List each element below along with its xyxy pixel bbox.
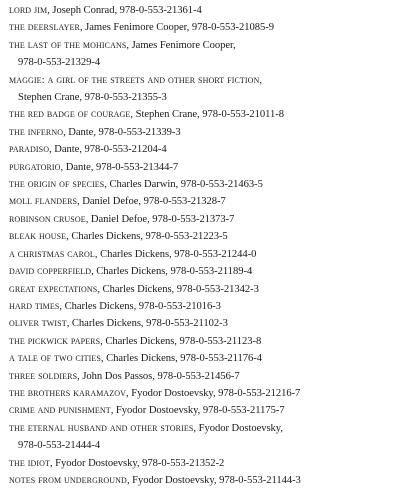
book-details: , Charles Dickens, 978-0-553-21223-5 xyxy=(66,231,228,243)
book-entry xyxy=(9,159,397,176)
book-entry xyxy=(9,37,397,54)
book-details: , Daniel Defoe, 978-0-553-21328-7 xyxy=(77,196,226,208)
book-details: , Charles Dickens, 978-0-553-21176-4 xyxy=(100,353,263,365)
book-entry xyxy=(9,368,397,385)
book-entry xyxy=(9,472,397,489)
book-entry xyxy=(9,350,397,367)
book-details: , Joseph Conrad, 978-0-553-21361-4 xyxy=(47,5,202,16)
book-entry-continuation xyxy=(9,437,397,454)
book-entry-continuation xyxy=(9,89,397,106)
book-title: the idiot xyxy=(9,456,50,469)
book-details: , Charles Dickens, 978-0-553-21123-8 xyxy=(100,335,262,347)
book-details: , James Fenimore Cooper, 978-0-553-21085-9 xyxy=(79,22,274,34)
book-title: a tale of two cities xyxy=(9,352,101,365)
book-entry xyxy=(9,420,397,437)
book-title: the origin of species xyxy=(9,178,105,191)
book-entry-continuation xyxy=(9,54,397,71)
book-title: hard times xyxy=(9,299,60,312)
book-title: oliver twist xyxy=(9,317,67,330)
book-entry xyxy=(9,333,397,350)
book-title: notes from underground xyxy=(9,473,127,486)
book-entry xyxy=(9,315,397,332)
book-entry xyxy=(9,176,397,193)
book-entry xyxy=(9,385,397,402)
book-title: a christmas carol xyxy=(9,247,95,260)
book-details: 978-0-553-21329-4 xyxy=(18,57,101,69)
book-entry xyxy=(9,298,397,315)
book-details: Stephen Crane, 978-0-553-21355-3 xyxy=(18,92,167,104)
book-details: , Fyodor Dostoevsky, 978-0-553-21352-2 xyxy=(49,457,225,469)
book-title: the last of the mohicans xyxy=(9,38,127,51)
book-entry xyxy=(9,19,397,36)
book-details: , Fyodor Dostoevsky, 978-0-553-21216-7 xyxy=(126,387,301,399)
book-details: , Dante, 978-0-553-21204-4 xyxy=(49,144,167,156)
book-details: , James Fenimore Cooper, xyxy=(126,39,236,51)
book-entry xyxy=(9,455,397,472)
book-details: , Charles Dickens, 978-0-553-21189-4 xyxy=(91,266,253,278)
book-list xyxy=(9,2,397,489)
book-entry xyxy=(9,193,397,210)
book-entry xyxy=(9,124,397,141)
book-entry xyxy=(9,211,397,228)
book-entry xyxy=(9,263,397,280)
book-entry xyxy=(9,281,397,298)
book-details: , Charles Dickens, 978-0-553-21102-3 xyxy=(66,318,228,330)
book-details: , Charles Dickens, 978-0-553-21342-3 xyxy=(97,283,259,295)
book-title: the pickwick papers xyxy=(9,334,101,347)
book-entry xyxy=(9,2,397,19)
book-title: great expectations xyxy=(9,282,98,295)
book-title: three soldiers xyxy=(9,369,78,382)
book-details: , Fyodor Dostoevsky, xyxy=(193,422,283,434)
book-details: , Fyodor Dostoevsky, 978-0-553-21144-3 xyxy=(126,474,301,486)
book-details: 978-0-553-21444-4 xyxy=(18,440,101,452)
book-title: the eternal husband and other stories xyxy=(9,421,194,434)
book-details: , Daniel Defoe, 978-0-553-21373-7 xyxy=(85,213,235,225)
book-entry xyxy=(9,106,397,123)
book-details: , Charles Darwin, 978-0-553-21463-5 xyxy=(104,179,263,191)
book-title: crime and punishment xyxy=(9,404,111,417)
book-entry xyxy=(9,141,397,158)
book-details: , Fyodor Dostoevsky, 978-0-553-21175-7 xyxy=(110,405,285,417)
book-details: , xyxy=(259,74,263,86)
book-title: robinson crusoe xyxy=(9,212,86,225)
book-title: the inferno xyxy=(9,125,64,138)
book-entry xyxy=(9,402,397,419)
book-details: , Dante, 978-0-553-21339-3 xyxy=(63,126,181,138)
book-details: , Charles Dickens, 978-0-553-21016-3 xyxy=(59,300,221,312)
book-title: the deerslayer xyxy=(9,21,80,34)
book-title: paradiso xyxy=(9,143,50,156)
book-title: the brothers karamazov xyxy=(9,386,127,399)
book-title: lord jim xyxy=(9,4,48,16)
book-title: maggie: a girl of the streets and other short fiction xyxy=(9,73,260,86)
book-entry xyxy=(9,72,397,89)
book-details: , John Dos Passos, 978-0-553-21456-7 xyxy=(77,370,240,382)
book-title: david copperfield xyxy=(9,265,92,278)
book-details: , Dante, 978-0-553-21344-7 xyxy=(60,161,179,173)
book-entry xyxy=(9,246,397,263)
book-details: , Stephen Crane, 978-0-553-21011-8 xyxy=(130,109,284,121)
book-details: , Charles Dickens, 978-0-553-21244-0 xyxy=(94,248,257,260)
book-title: purgatorio xyxy=(9,160,61,173)
book-title: moll flanders xyxy=(9,195,78,208)
book-entry xyxy=(9,228,397,245)
book-title: bleak house xyxy=(9,230,67,243)
book-title: the red badge of courage xyxy=(9,108,131,121)
